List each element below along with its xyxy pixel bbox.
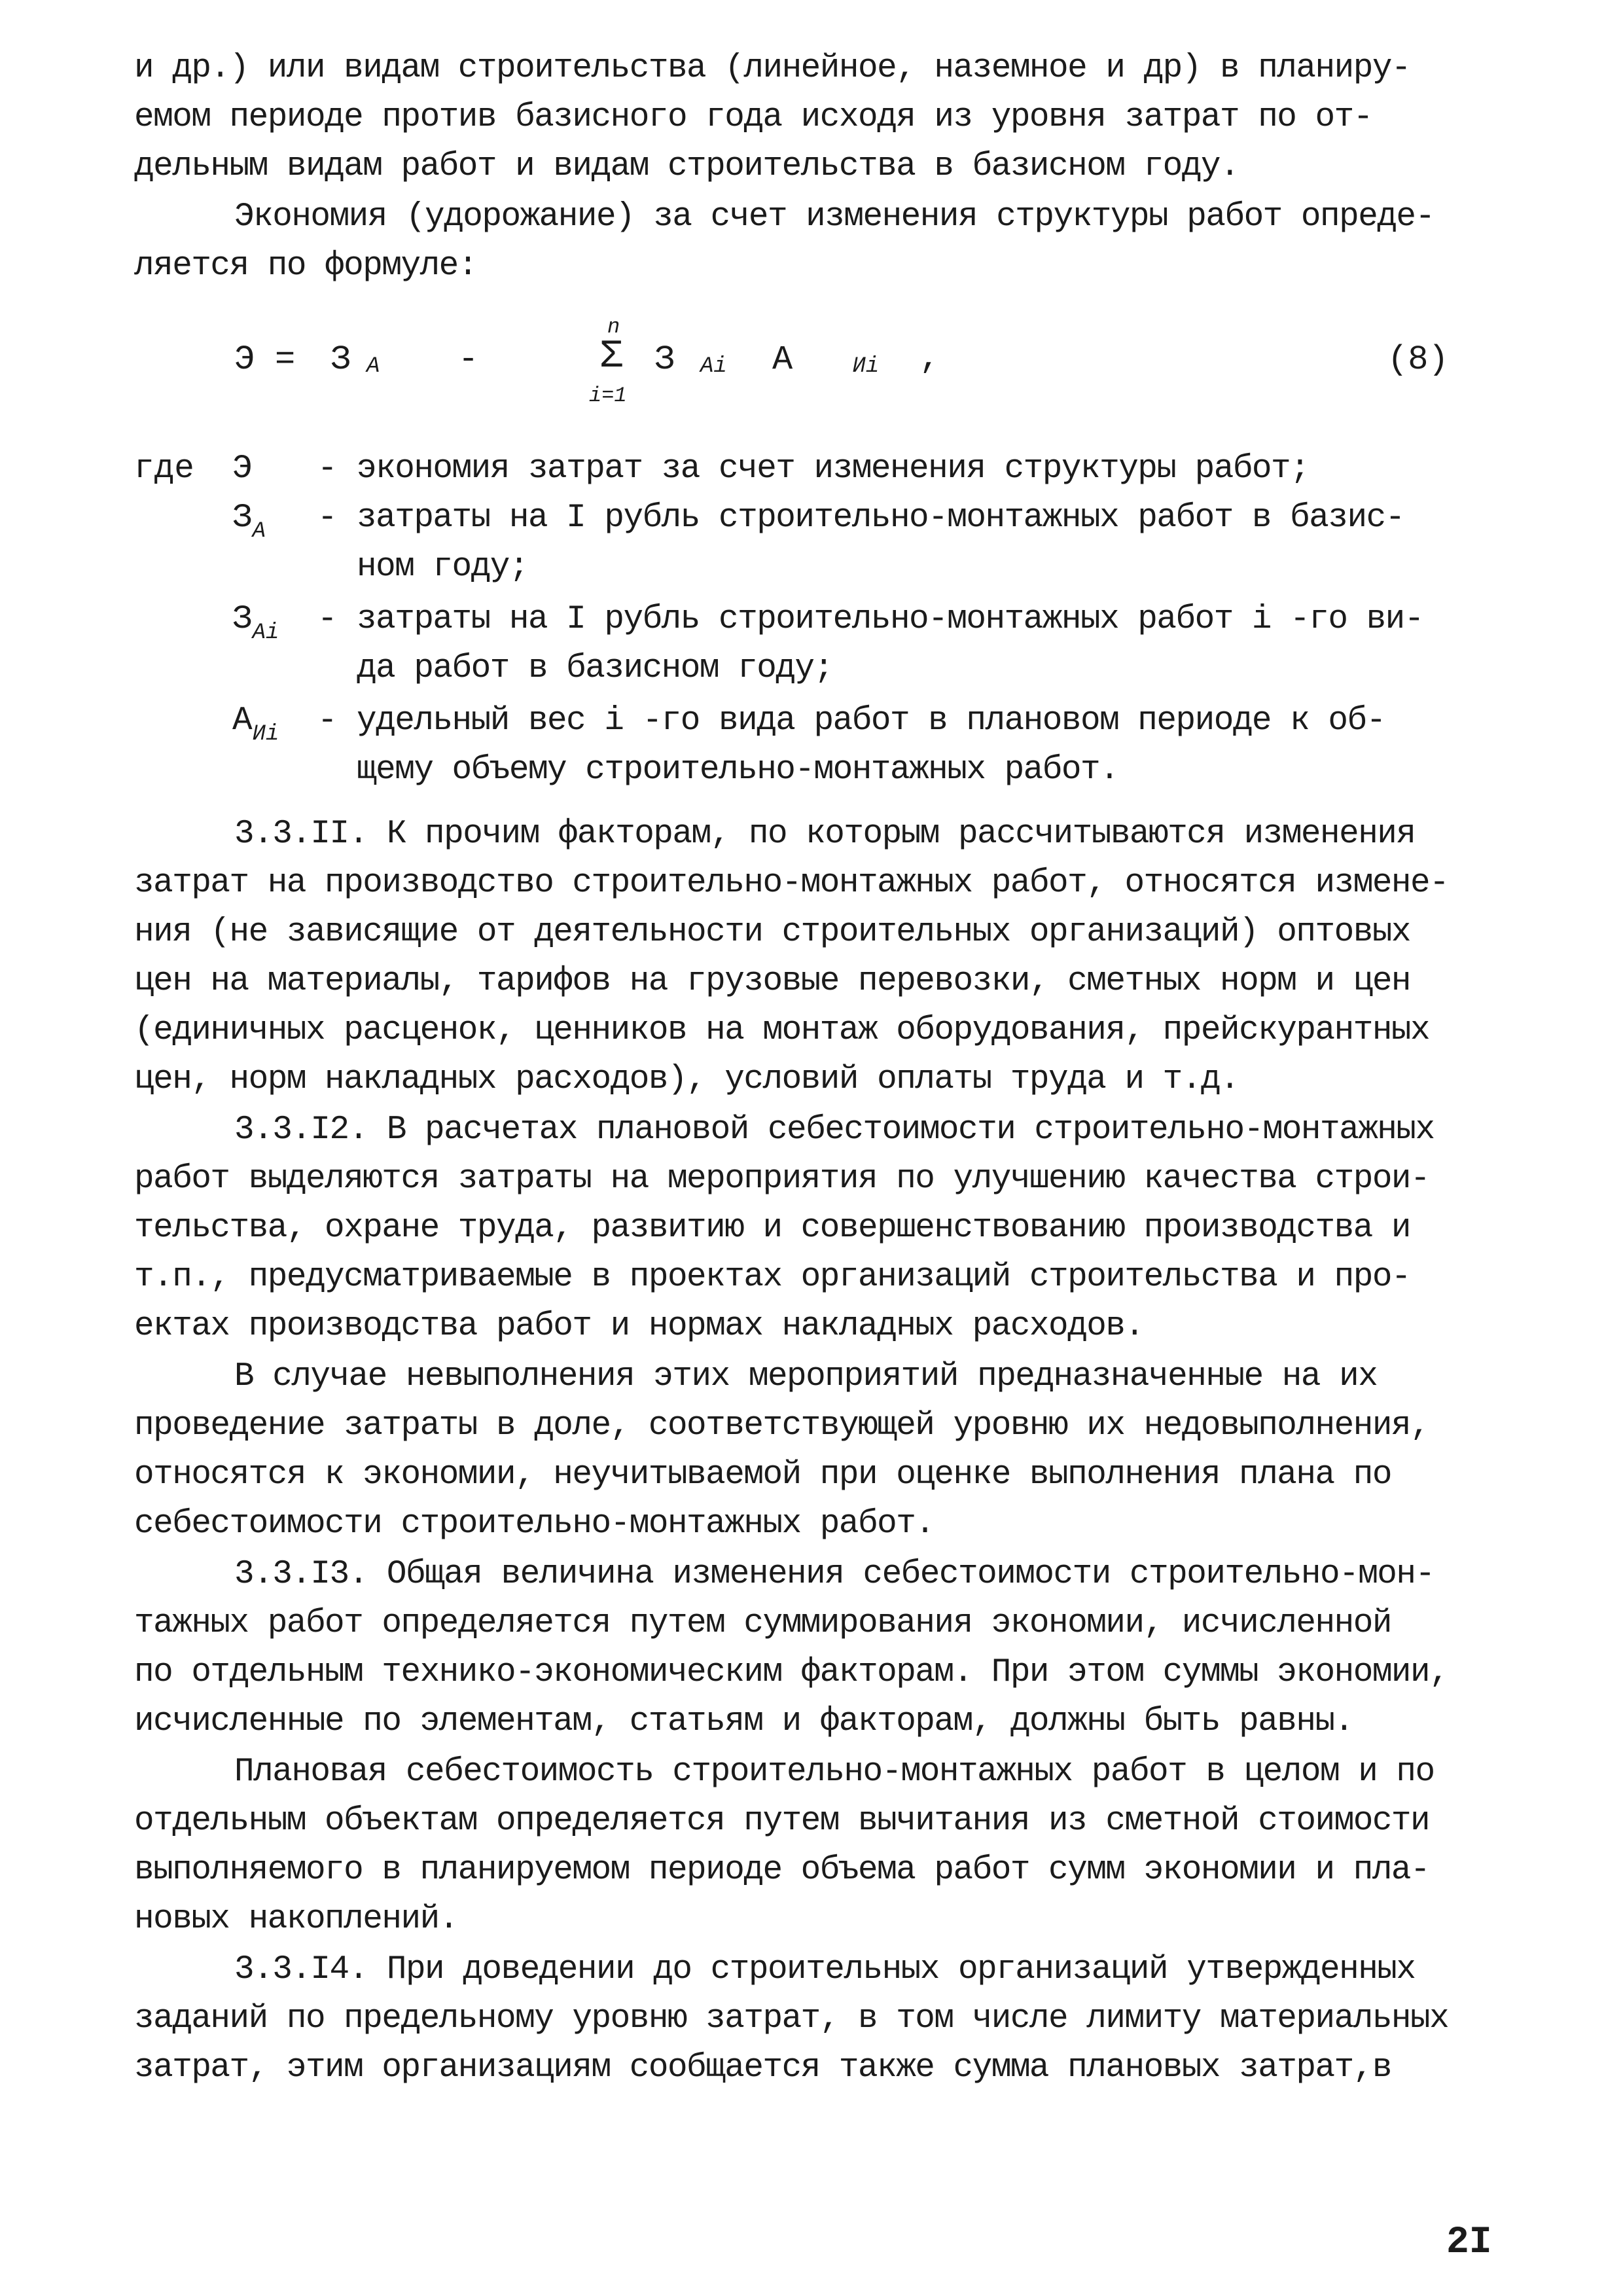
text-line: цен, норм накладных расходов), условий оплаты труда и т.д.: [134, 1061, 1240, 1098]
text-line: проведение затраты в доле, соответствующей уровню их недовыполнения,: [134, 1407, 1430, 1444]
text-line: относятся к экономии, неучитываемой при оценке выполнения плана по: [134, 1456, 1391, 1494]
formula-sum-bottom: i=1: [589, 384, 627, 408]
where-definition: затраты на I рубль строительно-монтажных работ в базис-: [357, 499, 1404, 537]
text-line: емом периоде против базисного года исходя из уровня затрат по от-: [134, 99, 1372, 136]
text-line: ляется по формуле:: [134, 247, 477, 285]
formula-z2-sub: Аi: [700, 354, 727, 379]
text-line: цен на материалы, тарифов на грузовые перевозки, сметных норм и цен: [134, 963, 1411, 1000]
formula-z: З: [330, 340, 351, 379]
text-line: затрат, этим организациям сообщается также сумма плановых затрат,в: [134, 2049, 1391, 2087]
where-symbol: Э: [232, 450, 253, 488]
text-line: отдельным объектам определяется путем вычитания из сметной стоимости: [134, 1803, 1430, 1840]
text-line: тажных работ определяется путем суммирования экономии, исчисленной: [134, 1605, 1391, 1642]
where-definition: затраты на I рубль строительно-монтажных работ i -го ви-: [357, 601, 1423, 638]
where-label: где: [134, 450, 194, 488]
text-line: 3.3.I3. Общая величина изменения себестоимости строительно-мон-: [234, 1556, 1435, 1593]
text-line: ния (не зависящие от деятельности строительных организаций) оптовых: [134, 914, 1411, 951]
formula-z-sub: А: [366, 354, 380, 379]
formula-lhs: Э: [234, 340, 255, 379]
where-dash: -: [317, 499, 338, 537]
formula-comma: ,: [919, 339, 940, 378]
formula-equals: =: [275, 340, 296, 379]
text-line: 3.3.II. К прочим факторам, по которым рассчитываются изменения: [234, 816, 1416, 853]
text-line: себестоимости строительно-монтажных работ.: [134, 1505, 935, 1543]
where-symbol: $А_{Иi}$: [232, 702, 279, 747]
formula-sum-top: n: [607, 315, 620, 339]
text-line: затрат на производство строительно-монтажных работ, относятся измене-: [134, 865, 1449, 902]
where-definition-cont: щему объему строительно-монтажных работ.: [357, 751, 1119, 789]
where-definition: удельный вес i -го вида работ в плановом периоде к об-: [357, 702, 1385, 740]
where-symbol: $З_{Аi}$: [232, 601, 279, 645]
formula-a-sub: Иi: [852, 354, 880, 379]
text-line: выполняемого в планируемом периоде объема работ сумм экономии и пла-: [134, 1852, 1430, 1889]
text-line: т.п., предусматриваемые в проектах организаций строительства и про-: [134, 1259, 1411, 1296]
where-dash: -: [317, 450, 338, 488]
page-number: 2I: [1446, 2221, 1492, 2264]
text-line: работ выделяются затраты на мероприятия по улучшению качества строи-: [134, 1160, 1430, 1198]
text-line: заданий по предельному уровню затрат, в том числе лимиту материальных: [134, 2000, 1449, 2037]
formula-sum-sign: Σ: [599, 334, 624, 379]
text-line: тельства, охране труда, развитию и совершенствованию производства и: [134, 1210, 1411, 1247]
text-line: Плановая себестоимость строительно-монтажных работ в целом и по: [234, 1753, 1435, 1791]
formula-a: А: [772, 340, 793, 379]
formula-minus: -: [458, 340, 479, 379]
where-symbol: $З_А$: [232, 499, 266, 544]
text-line: 3.3.I4. При доведении до строительных организаций утвержденных: [234, 1951, 1416, 1988]
where-definition-cont: да работ в базисном году;: [357, 650, 833, 687]
where-definition: экономия затрат за счет изменения структуры работ;: [357, 450, 1310, 488]
text-line: исчисленные по элементам, статьям и факторам, должны быть равны.: [134, 1703, 1353, 1740]
text-line: Экономия (удорожание) за счет изменения структуры работ опреде-: [234, 198, 1435, 236]
text-line: и др.) или видам строительства (линейное, наземное и др) в планиру-: [134, 50, 1411, 87]
text-line: новых накоплений.: [134, 1901, 458, 1938]
text-line: дельным видам работ и видам строительства в базисном году.: [134, 148, 1240, 185]
formula-z2: З: [654, 340, 675, 379]
formula-number: (8): [1387, 340, 1449, 379]
text-line: (единичных расценок, ценников на монтаж оборудования, прейскурантных: [134, 1012, 1430, 1049]
text-line: 3.3.I2. В расчетах плановой себестоимости строительно-монтажных: [234, 1111, 1435, 1149]
where-definition-cont: ном году;: [357, 548, 528, 586]
where-dash: -: [317, 702, 338, 740]
where-dash: -: [317, 601, 338, 638]
text-line: по отдельным технико-экономическим факторам. При этом суммы экономии,: [134, 1654, 1449, 1691]
text-line: ектах производства работ и нормах накладных расходов.: [134, 1308, 1144, 1345]
text-line: В случае невыполнения этих мероприятий предназначенные на их: [234, 1358, 1378, 1395]
